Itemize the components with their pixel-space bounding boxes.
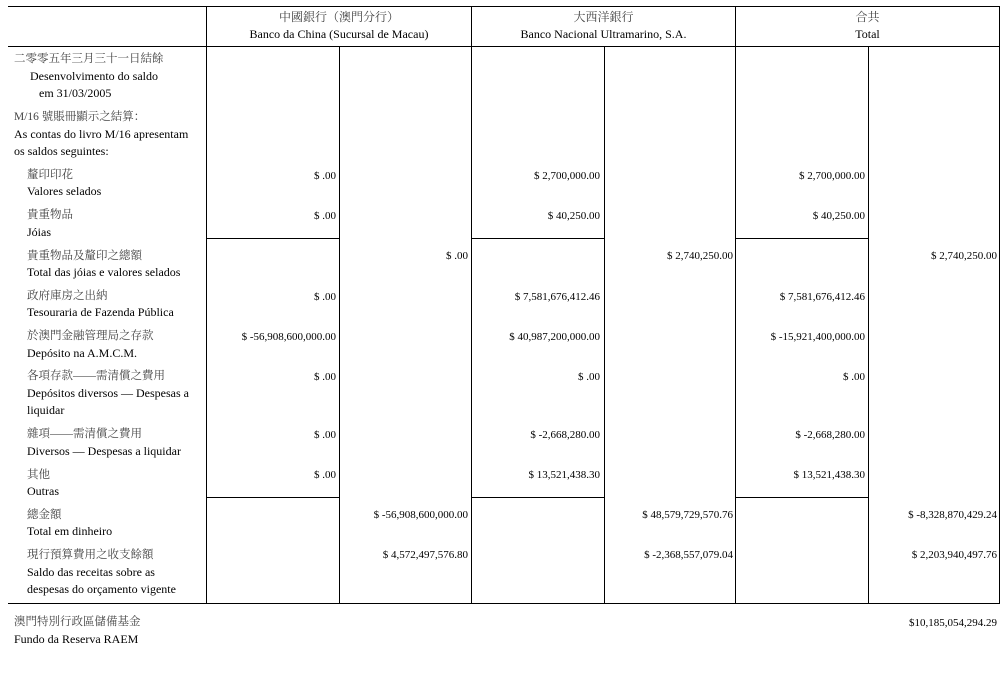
row-label-pt: Outras: [27, 484, 59, 498]
boc-value: $ -56,908,600,000.00: [241, 331, 336, 343]
total-value: $ -2,668,280.00: [795, 429, 865, 441]
subcolumn-divider: [868, 46, 869, 604]
header-total-pt: Total: [855, 27, 880, 41]
bottom-rule: [8, 603, 1000, 604]
bnu-subtotal: $ -2,368,557,079.04: [644, 549, 733, 561]
intro-date-pt: em 31/03/2005: [39, 86, 112, 100]
row-label-zh: 貴重物品及釐印之總額: [27, 250, 142, 262]
boc-subtotal: $ 4,572,497,576.80: [382, 549, 468, 561]
subtotal-rule: [735, 238, 869, 239]
total-value: $ 40,250.00: [812, 210, 865, 222]
intro-title-zh: 二零零五年三月三十一日結餘: [14, 53, 164, 65]
intro-title-pt: Desenvolvimento do saldo: [30, 69, 158, 83]
total-value: $ 13,521,438.30: [793, 469, 865, 481]
row-label-zh: 各項存款——需清償之費用: [27, 370, 165, 382]
bnu-value: $ 2,700,000.00: [534, 170, 600, 182]
subtotal-rule: [471, 238, 605, 239]
total-value: $ 2,700,000.00: [799, 170, 865, 182]
header-rule: [8, 46, 1000, 47]
bnu-subtotal: $ 48,579,729,570.76: [642, 509, 733, 521]
total-value: $ -15,921,400,000.00: [770, 331, 865, 343]
row-label-pt: Saldo das receitas sobre as: [27, 565, 155, 579]
bnu-value: $ -2,668,280.00: [530, 429, 600, 441]
subtotal-rule: [471, 497, 605, 498]
row-label-pt: Valores selados: [27, 184, 102, 198]
header-total-zh: 合共: [855, 10, 880, 24]
row-label-pt-cont: liquidar: [27, 403, 65, 417]
bnu-value: $ 13,521,438.30: [528, 469, 600, 481]
total-value: $ 7,581,676,412.46: [779, 291, 865, 303]
row-label-zh: 政府庫房之出納: [27, 290, 108, 302]
footer-label-pt: Fundo da Reserva RAEM: [14, 632, 139, 646]
row-label-pt: Total em dinheiro: [27, 524, 113, 538]
column-divider: [471, 6, 472, 604]
boc-value: $ .00: [314, 429, 336, 441]
row-label-pt-cont: despesas do orçamento vigente: [27, 582, 176, 596]
row-label-zh: 其他: [27, 469, 50, 481]
header-boc-pt: Banco da China (Sucursal de Macau): [249, 27, 429, 41]
boc-subtotal: $ -56,908,600,000.00: [373, 509, 468, 521]
bnu-subtotal: $ 2,740,250.00: [667, 250, 733, 262]
row-label-zh: 貴重物品: [27, 209, 73, 221]
row-label-zh: 現行預算費用之收支餘額: [27, 549, 154, 561]
row-label-pt: Jóias: [27, 225, 51, 239]
subtotal-rule: [206, 238, 340, 239]
column-divider: [999, 6, 1000, 604]
column-divider: [735, 6, 736, 604]
top-rule: [8, 6, 1000, 7]
subcolumn-divider: [604, 46, 605, 604]
total-value: $ .00: [843, 371, 865, 383]
row-label-zh: 總金額: [27, 509, 62, 521]
bnu-value: $ 40,250.00: [547, 210, 600, 222]
bnu-value: $ 40,987,200,000.00: [509, 331, 600, 343]
row-label-pt: Diversos — Despesas a liquidar: [27, 444, 181, 458]
boc-value: $ .00: [314, 210, 336, 222]
column-divider: [206, 6, 207, 604]
row-label-pt: Depósitos diversos — Despesas a: [27, 386, 189, 400]
total-subtotal: $ -8,328,870,429.24: [908, 509, 997, 521]
m16-pt-line1: As contas do livro M/16 apresentam: [14, 127, 189, 141]
header-boc-zh: 中國銀行（澳門分行）: [278, 10, 399, 24]
boc-value: $ .00: [314, 291, 336, 303]
boc-value: $ .00: [314, 469, 336, 481]
row-label-zh: 釐印印花: [27, 169, 73, 181]
total-subtotal: $ 2,203,940,497.76: [911, 549, 997, 561]
row-label-zh: 於澳門金融管理局之存款: [27, 330, 154, 342]
row-label-pt: Depósito na A.M.C.M.: [27, 346, 138, 360]
boc-value: $ .00: [314, 170, 336, 182]
m16-pt-line2: os saldos seguintes:: [14, 144, 109, 158]
boc-subtotal: $ .00: [446, 250, 468, 262]
header-bnu-zh: 大西洋銀行: [573, 10, 634, 24]
row-label-pt: Tesouraria de Fazenda Pública: [27, 305, 174, 319]
footer-label-zh: 澳門特別行政區儲備基金: [14, 616, 141, 628]
subtotal-rule: [735, 497, 869, 498]
total-subtotal: $ 2,740,250.00: [931, 250, 997, 262]
row-label-pt: Total das jóias e valores selados: [27, 265, 181, 279]
boc-value: $ .00: [314, 371, 336, 383]
bnu-value: $ 7,581,676,412.46: [514, 291, 600, 303]
subtotal-rule: [206, 497, 340, 498]
m16-zh: M/16 號賬冊顯示之結算：: [14, 111, 146, 123]
subcolumn-divider: [339, 46, 340, 604]
bnu-value: $ .00: [578, 371, 600, 383]
row-label-zh: 雜項——需清償之費用: [27, 428, 142, 440]
footer-total-value: $10,185,054,294.29: [909, 617, 997, 629]
header-bnu-pt: Banco Nacional Ultramarino, S.A.: [520, 27, 687, 41]
